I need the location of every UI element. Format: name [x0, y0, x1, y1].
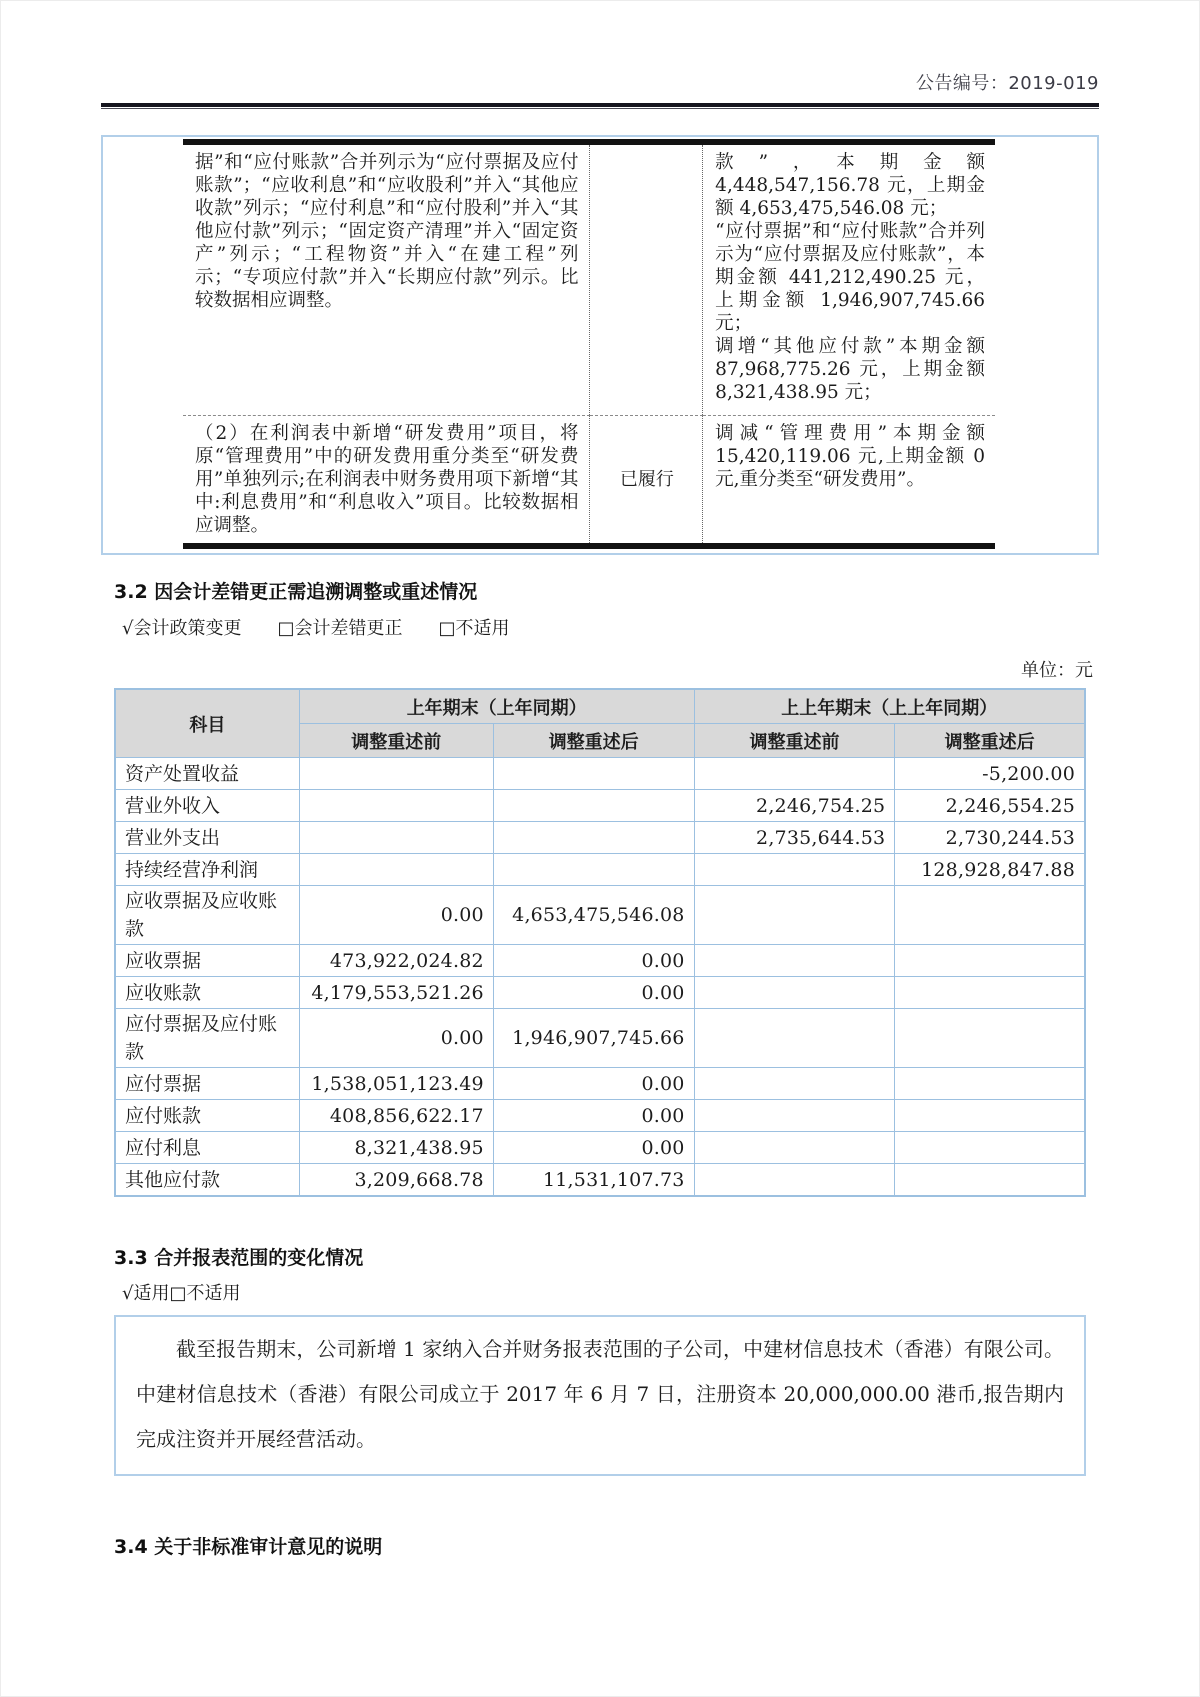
- section-3-4-title: 3.4 关于非标准审计意见的说明: [114, 1536, 383, 1558]
- value-cell: [694, 945, 895, 977]
- value-cell: 0.00: [493, 977, 694, 1009]
- table-row: [115, 977, 1085, 1009]
- subject-cell: 营业外支出: [115, 822, 299, 854]
- column-header-after-restatement: 调整重述后: [895, 724, 1085, 758]
- value-cell: [299, 822, 493, 854]
- value-cell: [895, 1068, 1085, 1100]
- value-cell: 0.00: [299, 886, 493, 945]
- carryover-row2-status: 已履行: [589, 416, 703, 547]
- subject-cell: 应收账款: [115, 977, 299, 1009]
- value-cell: [694, 1132, 895, 1164]
- applicability-line: √适用□不适用: [122, 1283, 241, 1304]
- value-cell: 4,179,553,521.26: [299, 977, 493, 1009]
- value-cell: [299, 790, 493, 822]
- checkbox-option-policy-change: √会计政策变更: [122, 618, 242, 639]
- subject-cell: 其他应付款: [115, 1164, 299, 1197]
- restatement-table: [114, 688, 1086, 1197]
- header-divider: [101, 103, 1099, 109]
- value-cell: [493, 790, 694, 822]
- table-row: [115, 822, 1085, 854]
- table-row: [115, 1164, 1085, 1197]
- value-cell: [694, 1009, 895, 1068]
- table-row: [115, 1009, 1085, 1068]
- value-cell: [895, 1132, 1085, 1164]
- value-cell: 2,735,644.53: [694, 822, 895, 854]
- value-cell: 0.00: [493, 1068, 694, 1100]
- table-row: [115, 758, 1085, 790]
- impact-paragraph: 款”，本期金额 4,448,547,156.78 元，上期金额 4,653,475,546.08 元；: [715, 152, 985, 219]
- subject-cell: 应收票据: [115, 945, 299, 977]
- carryover-row1-impact: [703, 142, 995, 416]
- value-cell: 8,321,438.95: [299, 1132, 493, 1164]
- value-cell: [694, 1100, 895, 1132]
- checkbox-option-error-correction: □会计差错更正: [277, 618, 403, 639]
- carryover-row1-description: 据”和“应付账款”合并列示为“应付票据及应付账款”；“应收利息”和“应收股利”并入“其他应收款”列示；“应付利息”和“应付股利”并入“其他应付款”列示；“固定资产清理”并入“固定资产”列示；“工程物资”并入“在建工程”列示；“专项应付款”并入“长期应付款”列示。比较数据相应调整。: [195, 152, 579, 311]
- value-cell: 2,246,554.25: [895, 790, 1085, 822]
- column-header-after-restatement: 调整重述后: [493, 724, 694, 758]
- value-cell: [493, 854, 694, 886]
- table-row: [115, 1100, 1085, 1132]
- impact-paragraph: “应付票据”和“应付账款”合并列示为“应付票据及应付账款”，本期金额 441,212,490.25 元，上期金额 1,946,907,745.66 元；: [715, 221, 985, 334]
- impact-paragraph: 调增“其他应付款”本期金额 87,968,775.26 元，上期金额 8,321,438.95 元；: [715, 336, 985, 403]
- value-cell: [694, 886, 895, 945]
- value-cell: 11,531,107.73: [493, 1164, 694, 1197]
- carryover-table-box: [101, 135, 1099, 555]
- value-cell: [694, 977, 895, 1009]
- value-cell: [895, 1100, 1085, 1132]
- scope-change-box: [114, 1315, 1086, 1476]
- value-cell: -5,200.00: [895, 758, 1085, 790]
- value-cell: [694, 1164, 895, 1197]
- value-cell: [493, 758, 694, 790]
- column-header-year-before-prior: 上上年期末（上上年同期）: [694, 689, 1085, 724]
- value-cell: [299, 758, 493, 790]
- value-cell: 473,922,024.82: [299, 945, 493, 977]
- carryover-row2-description: （2）在利润表中新增“研发费用”项目，将原“管理费用”中的研发费用重分类至“研发费用”单独列示;在利润表中财务费用项下新增“其中:利息费用”和“利息收入”项目。比较数据相应调整。: [183, 416, 589, 547]
- subject-cell: 应付利息: [115, 1132, 299, 1164]
- subject-cell: 持续经营净利润: [115, 854, 299, 886]
- value-cell: 0.00: [299, 1009, 493, 1068]
- carryover-row1-status: [589, 142, 703, 416]
- table-row: [183, 142, 995, 416]
- policy-change-options: [122, 614, 1099, 640]
- subject-cell: 应付票据: [115, 1068, 299, 1100]
- table-row: [115, 790, 1085, 822]
- section-3-3-title: 3.3 合并报表范围的变化情况: [114, 1247, 364, 1269]
- subject-cell: 营业外收入: [115, 790, 299, 822]
- subject-cell: 应付票据及应付账款: [115, 1009, 299, 1068]
- announcement-number: 公告编号：2019-019: [915, 73, 1099, 94]
- unit-label: 单位：元: [1021, 660, 1093, 681]
- table-row: [115, 945, 1085, 977]
- value-cell: [895, 945, 1085, 977]
- value-cell: [299, 854, 493, 886]
- value-cell: [493, 822, 694, 854]
- subject-cell: 应收票据及应收账款: [115, 886, 299, 945]
- value-cell: 0.00: [493, 1132, 694, 1164]
- value-cell: 0.00: [493, 945, 694, 977]
- column-header-before-restatement: 调整重述前: [299, 724, 493, 758]
- table-header-row: [115, 689, 1085, 724]
- carryover-row2-impact: 调减“管理费用”本期金额 15,420,119.06 元,上期金额 0 元,重分类至“研发费用”。: [703, 416, 995, 547]
- value-cell: [895, 1009, 1085, 1068]
- table-row: [115, 1132, 1085, 1164]
- value-cell: 3,209,668.78: [299, 1164, 493, 1197]
- column-header-before-restatement: 调整重述前: [694, 724, 895, 758]
- value-cell: 408,856,622.17: [299, 1100, 493, 1132]
- subject-cell: 资产处置收益: [115, 758, 299, 790]
- value-cell: 4,653,475,546.08: [493, 886, 694, 945]
- value-cell: [694, 1068, 895, 1100]
- value-cell: [895, 886, 1085, 945]
- table-row: [115, 854, 1085, 886]
- subject-cell: 应付账款: [115, 1100, 299, 1132]
- column-header-prior-year: 上年期末（上年同期）: [299, 689, 694, 724]
- value-cell: 0.00: [493, 1100, 694, 1132]
- value-cell: [895, 977, 1085, 1009]
- table-row: [115, 886, 1085, 945]
- value-cell: [694, 854, 895, 886]
- scope-change-paragraph: 截至报告期末，公司新增 1 家纳入合并财务报表范围的子公司，中建材信息技术（香港）有限公司。中建材信息技术（香港）有限公司成立于 2017 年 6 月 7 日，注册资本 20,000,000.00 港币,报告期内完成注资并开展经营活动。: [136, 1337, 1064, 1451]
- value-cell: [694, 758, 895, 790]
- checkbox-option-not-applicable: □不适用: [438, 618, 510, 639]
- carryover-table: [183, 139, 995, 549]
- table-row: [115, 1068, 1085, 1100]
- section-3-2-title: 3.2 因会计差错更正需追溯调整或重述情况: [114, 581, 478, 603]
- value-cell: [895, 1164, 1085, 1197]
- value-cell: 128,928,847.88: [895, 854, 1085, 886]
- value-cell: 1,538,051,123.49: [299, 1068, 493, 1100]
- value-cell: 2,246,754.25: [694, 790, 895, 822]
- column-header-subject: 科目: [115, 689, 299, 758]
- value-cell: 2,730,244.53: [895, 822, 1085, 854]
- value-cell: 1,946,907,745.66: [493, 1009, 694, 1068]
- table-row: [183, 416, 995, 547]
